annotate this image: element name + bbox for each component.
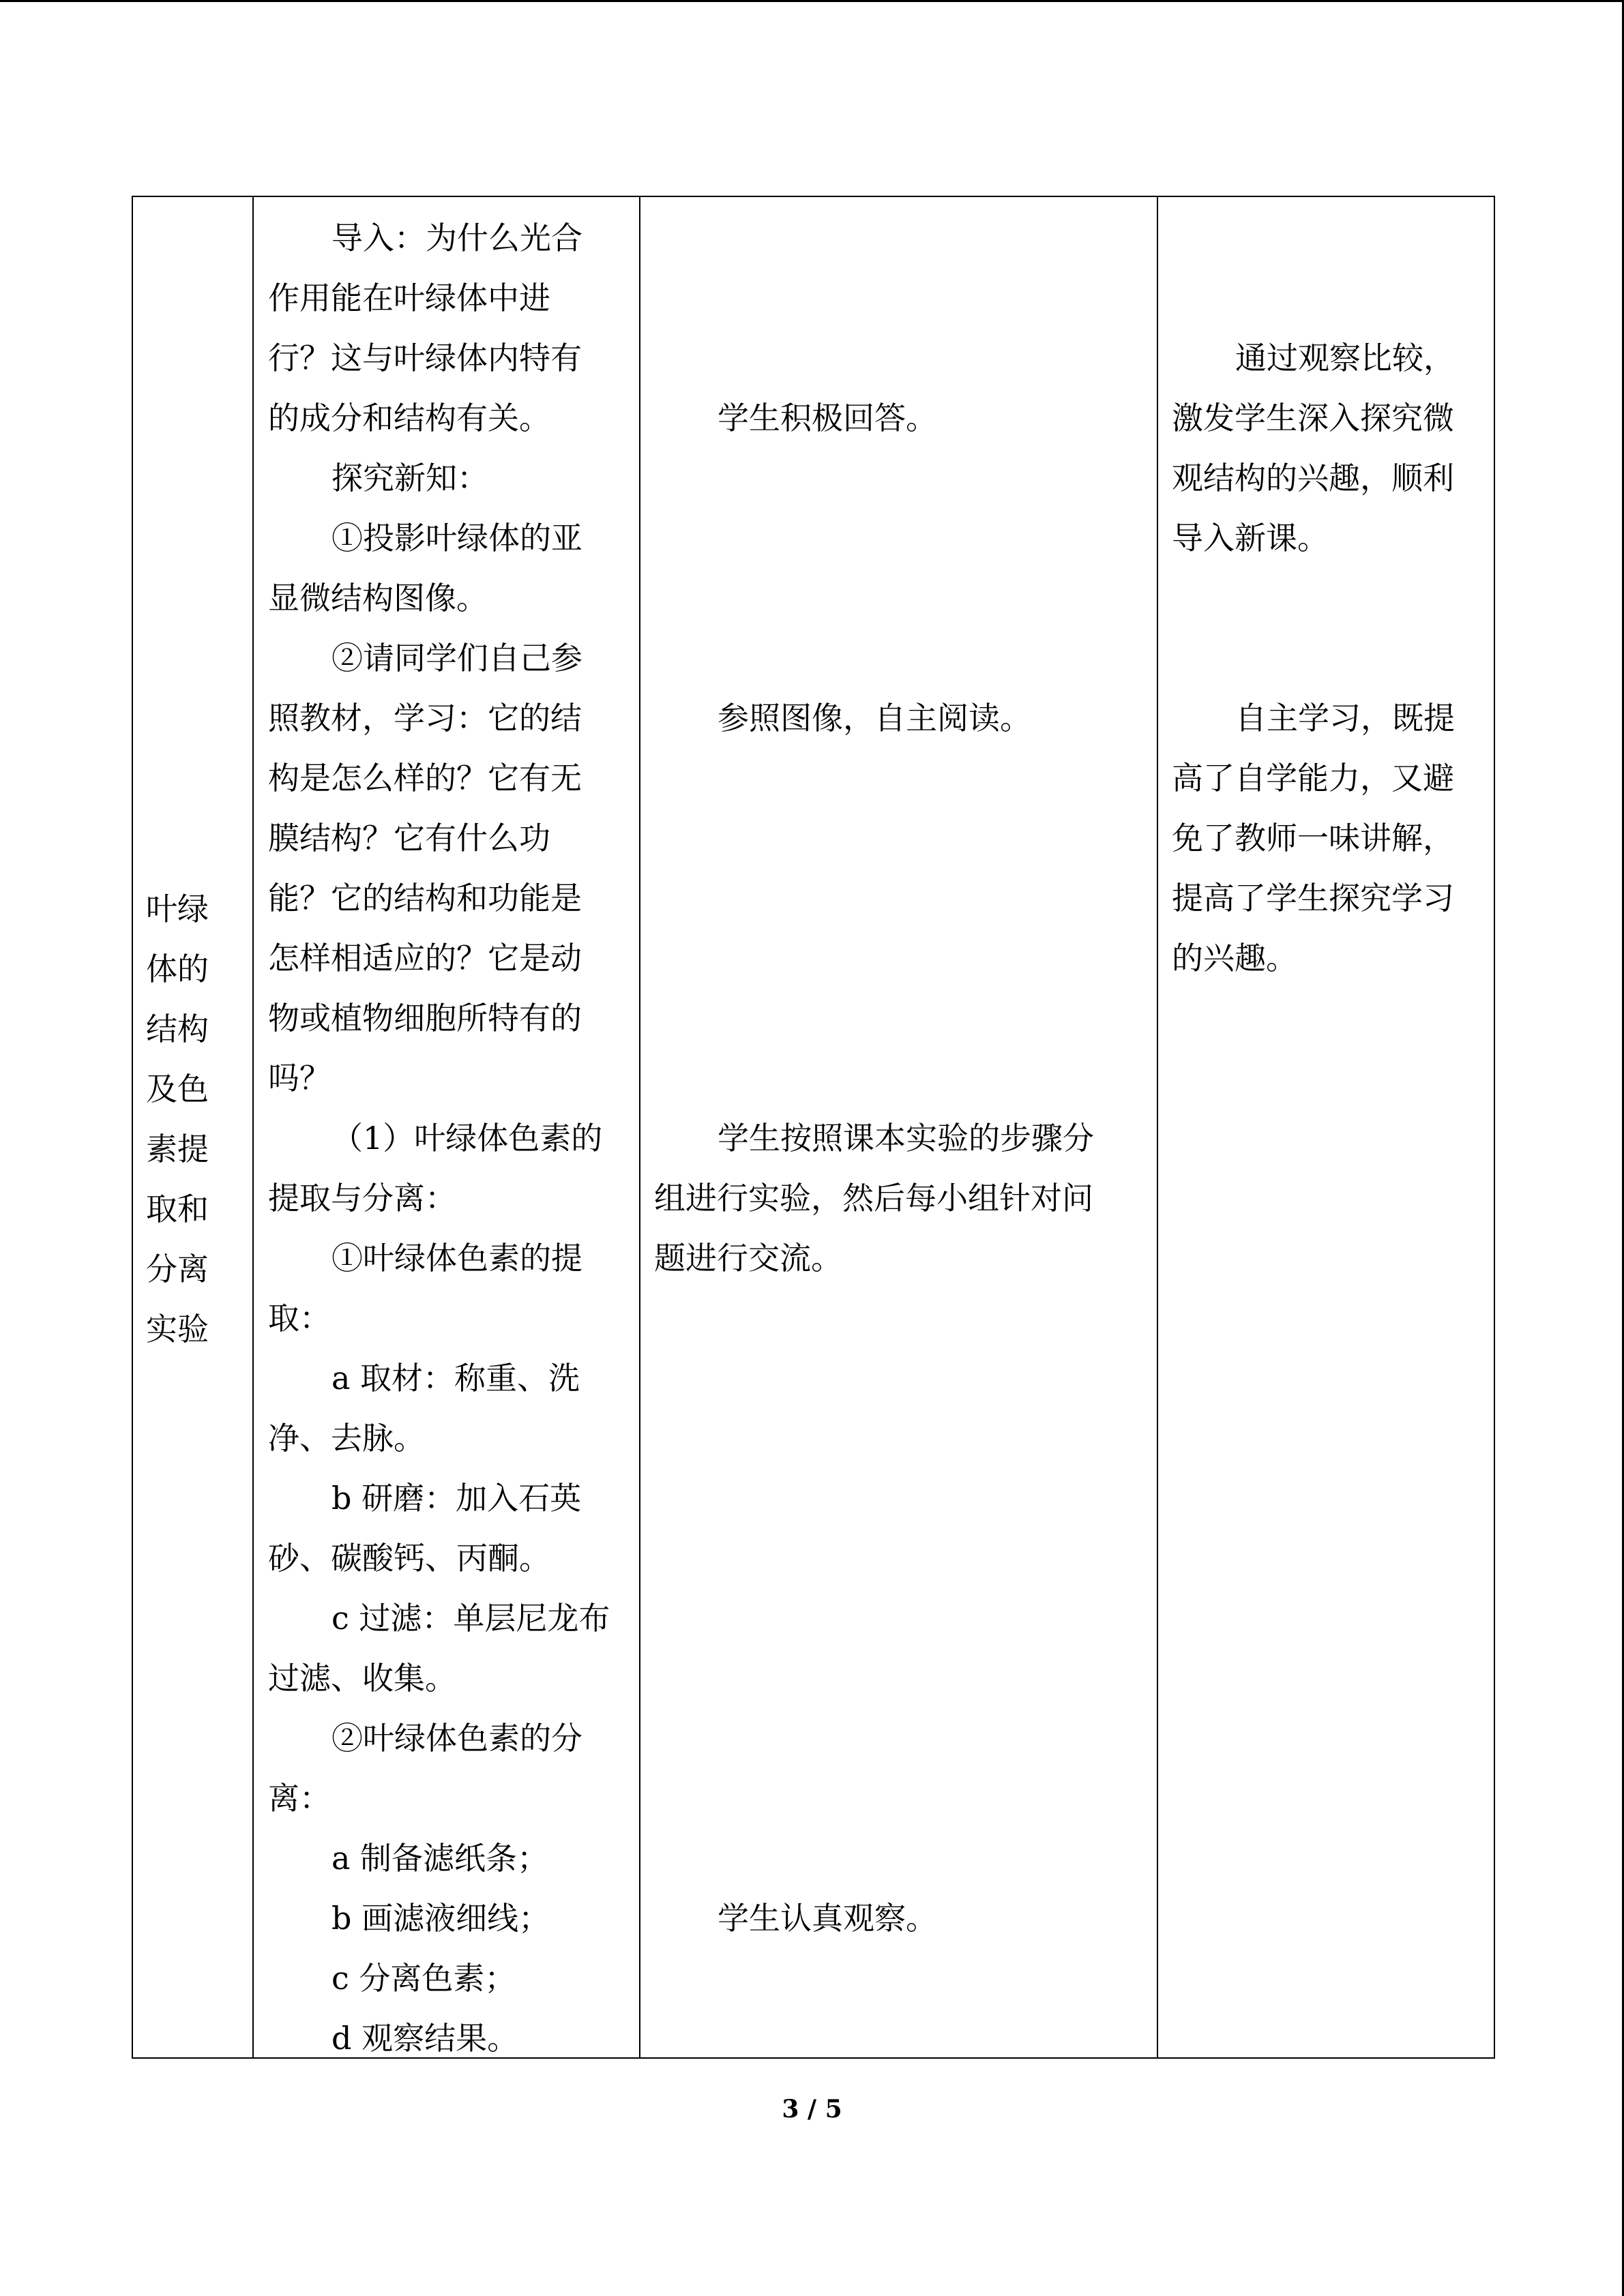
teacher-line: 照教材，学习：它的结 [268,700,582,736]
student-line: 题进行交流。 [654,1240,842,1277]
teacher-line: 作用能在叶绿体中进 [268,280,550,316]
purpose-line: 的兴趣。 [1172,940,1297,976]
purpose-line: 观结构的兴趣，顺利 [1172,460,1454,496]
teacher-line: ①投影叶绿体的亚 [331,520,582,556]
teacher-line: 取： [268,1300,331,1337]
topic-line: 叶绿 [146,891,209,927]
topic-cell [132,196,253,2058]
topic-line: 取和 [146,1191,209,1227]
student-line: 学生积极回答。 [718,400,937,436]
teacher-line: 构是怎么样的？它有无 [268,760,582,796]
topic-line: 素提 [146,1131,209,1167]
teacher-line: d 观察结果。 [331,2020,519,2057]
teacher-line: 导入：为什么光合 [331,220,582,256]
teacher-line: 过滤、收集。 [268,1660,456,1697]
teacher-line: 提取与分离： [268,1180,456,1217]
teacher-line: 离： [268,1780,331,1817]
student-line: 组进行实验，然后每小组针对问 [654,1180,1093,1217]
topic-line: 及色 [146,1071,209,1107]
teacher-line: a 取材：称重、洗 [331,1360,580,1397]
teacher-line: c 分离色素； [331,1960,516,1997]
topic-line: 体的 [146,951,209,987]
student-activity-cell [640,196,1157,2058]
page-border-top [0,0,1624,2]
purpose-line: 提高了学生探究学习 [1172,880,1454,916]
teacher-line: （1）叶绿体色素的 [331,1120,603,1157]
topic-line: 结构 [146,1011,209,1047]
teacher-line: b 画滤液细线； [331,1900,550,1937]
teacher-line: 的成分和结构有关。 [268,400,550,436]
teacher-activity-cell [253,196,640,2058]
purpose-line: 高了自学能力，又避 [1172,760,1454,796]
teacher-line: ②请同学们自己参 [331,640,582,676]
teacher-line: 膜结构？它有什么功 [268,820,550,856]
teacher-line: 净、去脉。 [268,1420,425,1457]
purpose-line: 导入新课。 [1172,520,1329,556]
teacher-line: 探究新知： [331,460,488,496]
purpose-line: 免了教师一味讲解， [1172,820,1454,856]
teacher-line: 怎样相适应的？它是动 [268,940,582,976]
teacher-line: c 过滤：单层尼龙布 [331,1600,610,1637]
purpose-line: 激发学生深入探究微 [1172,400,1454,436]
teacher-line: a 制备滤纸条； [331,1840,549,1877]
teacher-line: 能？它的结构和功能是 [268,880,582,916]
teacher-line: b 研磨：加入石英 [331,1480,582,1517]
table-row [132,196,1494,2058]
teacher-line: ①叶绿体色素的提 [331,1240,582,1277]
teacher-line: 显微结构图像。 [268,580,488,616]
teacher-line: 物或植物细胞所特有的 [268,1000,582,1037]
topic-line: 分离 [146,1251,209,1287]
design-purpose-cell [1157,196,1494,2058]
student-line: 学生认真观察。 [718,1900,937,1937]
lesson-plan-table [132,196,1495,2059]
student-line: 参照图像，自主阅读。 [718,700,1031,736]
topic-line: 实验 [146,1311,209,1347]
teacher-line: 砂、碳酸钙、丙酮。 [268,1540,550,1577]
student-line: 学生按照课本实验的步骤分 [718,1120,1094,1157]
teacher-line: 吗？ [268,1060,331,1097]
teacher-line: ②叶绿体色素的分 [331,1720,582,1757]
purpose-line: 自主学习，既提 [1235,700,1455,736]
page-number: 3 / 5 [782,2095,842,2123]
teacher-line: 行？这与叶绿体内特有 [268,340,582,376]
purpose-line: 通过观察比较， [1235,340,1455,376]
